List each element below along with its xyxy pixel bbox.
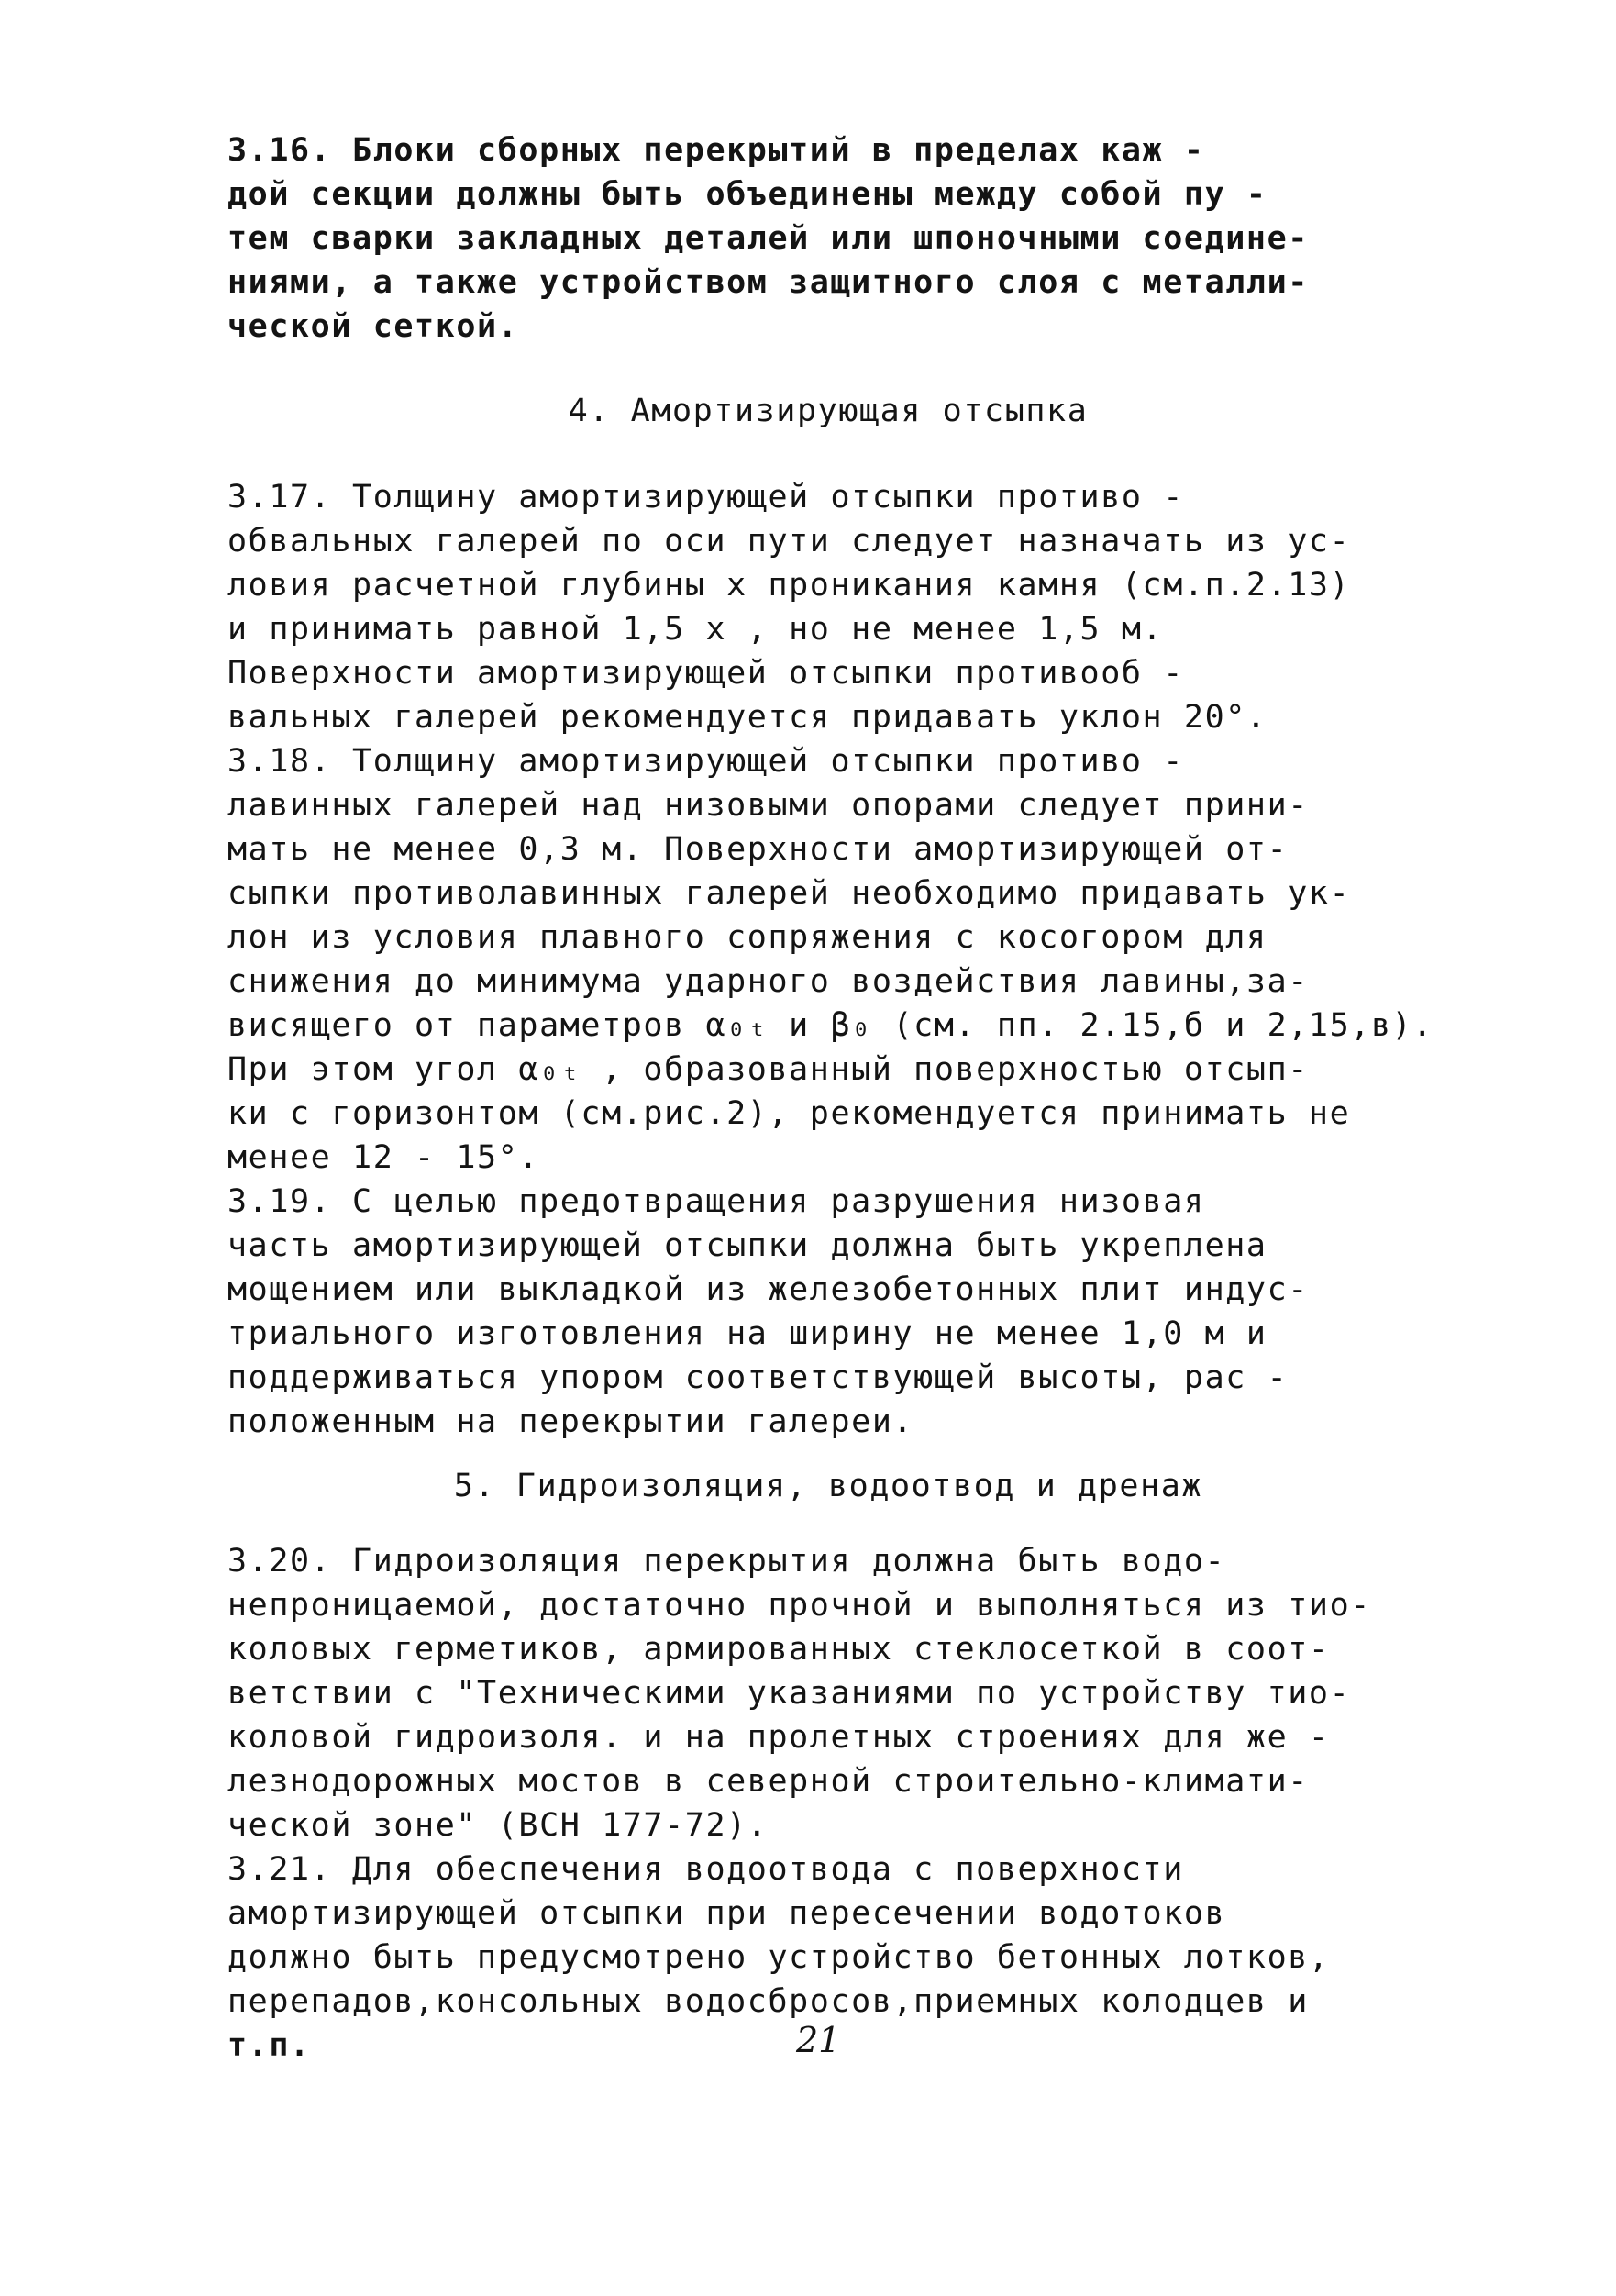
para-3-19-line-4: триального изготовления на ширину не менее 1,0 м и <box>227 1315 1267 1352</box>
para-3-20-line-4: ветствии с "Техническими указаниями по устройству тио- <box>227 1675 1351 1712</box>
para-3-18-line-2: лавинных галерей над низовыми опорами следует прини- <box>227 787 1309 824</box>
para-3-16-line-5: ческой сеткой. <box>227 308 519 345</box>
para-3-20-line-2: непроницаемой, достаточно прочной и выполняться из тио- <box>227 1587 1371 1624</box>
para-3-17-line-3: ловия расчетной глубины x проникания камня (см.п.2.13) <box>227 567 1351 604</box>
para-3-18-line-5: лон из условия плавного сопряжения с косогором для <box>227 919 1267 956</box>
page-number: 21 <box>796 2020 841 2060</box>
para-3-19-line-1: 3.19. С целью предотвращения разрушения низовая <box>227 1183 1205 1220</box>
para-3-18-line-6: снижения до минимума ударного воздействия лавины,за- <box>227 963 1309 1000</box>
para-3-18-line-3: мать не менее 0,3 м. Поверхности амортизирующей от- <box>227 831 1289 868</box>
para-3-16-line-4: ниями, а также устройством защитного слоя с металли- <box>227 264 1309 301</box>
para-3-20-line-1: 3.20. Гидроизоляция перекрытия должна быть водо- <box>227 1543 1226 1580</box>
para-3-18-line-9: ки с горизонтом (см.рис.2), рекомендуется принимать не <box>227 1095 1351 1132</box>
para-3-18-line-8: При этом угол α₀ₜ , образованный поверхностью отсып- <box>227 1051 1309 1088</box>
para-3-21-line-2: амортизирующей отсыпки при пересечении водотоков <box>227 1895 1226 1932</box>
para-3-19-line-5: поддерживаться упором соответствующей высоты, рас - <box>227 1359 1289 1396</box>
section-heading-4: 4. Амортизирующая отсыпка <box>568 393 1089 429</box>
document-page <box>227 110 1433 2220</box>
para-3-18-line-7: висящего от параметров α₀ₜ и β₀ (см. пп. 2.15,б и 2,15,в). <box>227 1007 1433 1044</box>
para-3-20-line-3: коловых герметиков, армированных стеклосеткой в соот- <box>227 1631 1330 1668</box>
para-3-17-line-5: Поверхности амортизирующей отсыпки противооб - <box>227 655 1184 692</box>
para-3-17-line-6: вальных галерей рекомендуется придавать уклон 20°. <box>227 699 1267 736</box>
para-3-17-line-4: и принимать равной 1,5 x , но не менее 1,5 м. <box>227 611 1164 648</box>
para-3-19-line-6: положенным на перекрытии галереи. <box>227 1403 914 1440</box>
para-3-17-line-2: обвальных галерей по оси пути следует назначать из ус- <box>227 523 1351 560</box>
para-3-20-line-5: коловой гидроизоля. и на пролетных строениях для же - <box>227 1719 1330 1756</box>
para-3-19-line-3: мощением или выкладкой из железобетонных плит индус- <box>227 1271 1309 1308</box>
para-3-18-line-1: 3.18. Толщину амортизирующей отсыпки противо - <box>227 743 1184 780</box>
para-3-16-line-1: 3.16. Блоки сборных перекрытий в пределах каж - <box>227 132 1205 169</box>
para-3-21-line-3: должно быть предусмотрено устройство бетонных лотков, <box>227 1939 1330 1976</box>
para-3-21-line-1: 3.21. Для обеспечения водоотвода с поверхности <box>227 1851 1184 1888</box>
para-3-16-line-3: тем сварки закладных деталей или шпоночными соедине- <box>227 220 1309 257</box>
para-3-18-line-4: сыпки противолавинных галерей необходимо придавать ук- <box>227 875 1351 912</box>
para-3-20-line-7: ческой зоне" (ВСН 177-72). <box>227 1807 769 1844</box>
para-3-21-line-5: т.п. <box>227 2027 311 2064</box>
section-heading-5: 5. Гидроизоляция, водоотвод и дренаж <box>453 1468 1203 1504</box>
para-3-21-line-4: перепадов,консольных водосбросов,приемных колодцев и <box>227 1983 1309 2020</box>
para-3-20-line-6: лезнодорожных мостов в северной строительно-климати- <box>227 1763 1309 1800</box>
para-3-19-line-2: часть амортизирующей отсыпки должна быть укреплена <box>227 1227 1267 1264</box>
para-3-17-line-1: 3.17. Толщину амортизирующей отсыпки противо - <box>227 479 1184 516</box>
para-3-18-line-10: менее 12 - 15°. <box>227 1139 540 1176</box>
para-3-16-line-2: дой секции должны быть объединены между собой пу - <box>227 176 1267 213</box>
